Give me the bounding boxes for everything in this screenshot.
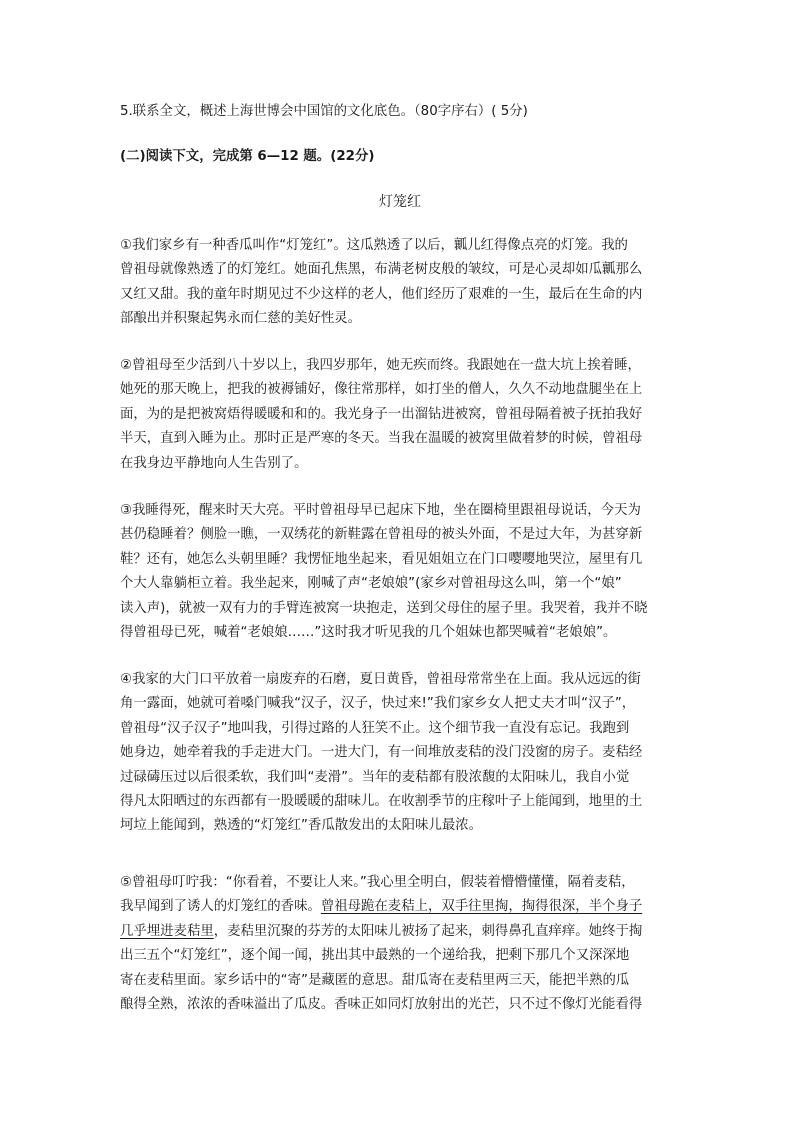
paragraph-line xyxy=(120,895,680,919)
paragraph-line: 过碌碡压过以后很柔软，我们叫“麦滑”。当年的麦秸都有股浓馥的太阳味儿，我自小觉 xyxy=(120,769,630,785)
paragraph-line: ④我家的大门口平放着一扇废弃的石磨，夏日黄昏，曾祖母常常坐在上面。我从远远的街 xyxy=(120,672,641,687)
paragraph-line: ⑤曾祖母叮咛我：“你看着，不要让人来。”我心里全明白，假装着懵懵懂懂，隔着麦秸， xyxy=(120,875,635,890)
paragraph-line: ②曾祖母至少活到八十岁以上，我四岁那年，她无疾而终。我跟她在一盘大坑上挨着睡， xyxy=(120,358,641,373)
paragraph-line: ③我睡得死，醒来时天大亮。平时曾祖母早已起床下地，坐在圈椅里跟祖母说话，今天为 xyxy=(120,503,641,518)
paragraph-line: 寄在麦秸里面。家乡话中的“寄”是藏匿的意思。甜瓜寄在麦秸里两三天，能把半熟的瓜 xyxy=(120,972,630,988)
paragraph-line: 出三五个“灯笼红”，逐个闻一闻，挑出其中最熟的一个递给我，把剩下那几个又深深地 xyxy=(120,948,630,964)
paragraph-text: ，麦秸里沉聚的芬芳的太阳味儿被扬了起来，刺得鼻孔直痒痒。她终于掏 xyxy=(213,923,643,939)
paragraph-line: 在我身边平静地向人生告别了。 xyxy=(120,455,308,471)
paragraph-line: 半天，直到入睡为止。那时正是严寒的冬天。当我在温暖的被窝里做着梦的时候，曾祖母 xyxy=(120,431,643,447)
underlined-sentence: 几乎埋进麦秸里 xyxy=(120,923,214,939)
article-title: 灯笼红 xyxy=(379,194,421,210)
paragraph-line: 面，为的是把被窝焐得暖暖和和的。我光身子一出溜钻进被窝，曾祖母隔着被子抚拍我好 xyxy=(120,406,643,422)
paragraph-line: 部酿出并积聚起隽永而仁慈的美好性灵。 xyxy=(120,311,362,327)
paragraph-1 xyxy=(120,234,680,332)
paragraph-line xyxy=(120,920,680,944)
underlined-sentence: 曾祖母跪在麦秸上，双手往里掏，掏得很深，半个身子 xyxy=(320,899,643,915)
paragraph-line: 得曾祖母已死，喊着“老娘娘……”这时我才听见我的几个姐妹也都哭喊着“老娘娘”。 xyxy=(120,625,617,641)
paragraph-line: 读入声)，就被一双有力的手臂连被窝一块抱走，送到父母住的屋子里。我哭着，我并不晓 xyxy=(120,600,648,616)
paragraph-4 xyxy=(120,668,680,839)
paragraph-line: 曾祖母就像熟透了的灯笼红。她面孔焦黑，布满老树皮般的皱纹，可是心灵却如瓜瓤那么 xyxy=(120,262,643,278)
paragraph-2 xyxy=(120,354,680,476)
paragraph-line: 又红又甜。我的童年时期见过不少这样的老人，他们经历了艰难的一生，最后在生命的内 xyxy=(120,286,643,302)
paragraph-3 xyxy=(120,499,680,645)
paragraph-line: 得凡太阳晒过的东西都有一股暖暖的甜味儿。在收割季节的庄稼叶子上能闻到，地里的土 xyxy=(120,794,643,810)
section-heading: (二)阅读下文，完成第 6—12 题。(22分) xyxy=(120,149,375,164)
paragraph-line: 甚仍稳睡着？侧脸一瞧，一双绣花的新鞋露在曾祖母的被头外面，不是过大年，为甚穿新 xyxy=(120,527,643,543)
paragraph-line: 曾祖母“汉子汉子”地叫我，引得过路的人狂笑不止。这个细节我一直没有忘记。我跑到 xyxy=(120,720,630,736)
question-5: 5.联系全文，概述上海世博会中国馆的文化底色。（80字序右）( 5分) xyxy=(120,104,528,119)
paragraph-line: 她死的那天晚上，把我的被褥铺好，像往常那样，如打坐的僧人，久久不动地盘腿坐在上 xyxy=(120,382,643,398)
paragraph-line: 酿得全熟，浓浓的香味溢出了瓜皮。香味正如同灯放射出的光芒，只不过不像灯光能看得 xyxy=(120,997,643,1013)
paragraph-line: 鞋？还有，她怎么头朝里睡？我愣怔地坐起来，看见姐姐立在门口嘤嘤地哭泣，屋里有几 xyxy=(120,551,643,567)
paragraph-line: 角一露面，她就可着嗓门喊我“汉子，汉子，快过来!”我们家乡女人把丈夫才叫“汉子”， xyxy=(120,696,636,712)
paragraph-line: ①我们家乡有一种香瓜叫作“灯笼红”。这瓜熟透了以后，瓤儿红得像点亮的灯笼。我的 xyxy=(120,238,628,253)
paragraph-text: 我早闻到了诱人的灯笼红的香味。 xyxy=(120,899,321,915)
paragraph-5 xyxy=(120,871,680,1017)
paragraph-line: 个大人靠躺柜立着。我坐起来，刚喊了声“老娘娘”(家乡对曾祖母这么叫，第一个“娘” xyxy=(120,576,622,592)
paragraph-line: 她身边，她牵着我的手走进大门。一进大门，有一间堆放麦秸的没门没窗的房子。麦秸经 xyxy=(120,745,643,761)
paragraph-line: 坷垃上能闻到，熟透的“灯笼红”香瓜散发出的太阳味儿最浓。 xyxy=(120,818,483,834)
